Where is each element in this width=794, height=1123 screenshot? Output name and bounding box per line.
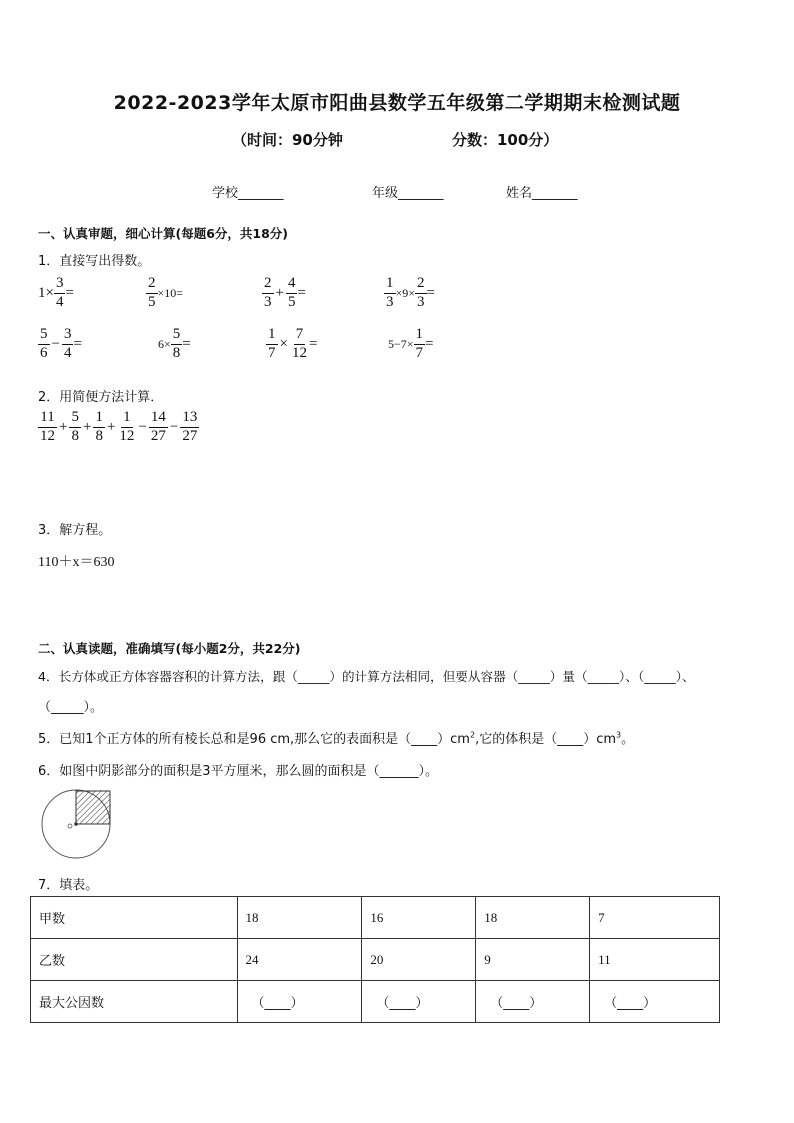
fraction: $\frac{4}{5}$: [287, 275, 296, 310]
q3-label: 3．解方程。: [38, 523, 112, 538]
fraction: $\frac{2}{5}$: [148, 275, 156, 310]
fraction: $\frac{5}{8}$: [172, 326, 181, 361]
q1-expr-2d: 5−7× $\frac{1}{7}$ =: [388, 326, 434, 361]
fraction: $\frac{2}{3}$: [264, 275, 272, 310]
section1-heading: 一、认真审题，细心计算(每题6分，共18分): [38, 226, 289, 241]
q1-expr-2a: $\frac{5}{6}$ − $\frac{3}{4}$ =: [40, 326, 82, 361]
q2-expression: $\frac{11}{12}$ + $\frac{5}{8}$ + $\frac{1}{8}$ + $\frac{1}{12}$ − $\frac{14}{27}$ − $\frac{13}{27}$: [40, 409, 198, 444]
q1-expr-1b: $\frac{2}{5}$ ×10=: [148, 275, 184, 310]
q5-text: 5．已知1个正方体的所有棱长总和是96 cm,那么它的表面积是$(\_\_\_\_)cm^2$,它的体积是$(\_\_\_\_)cm^3$。: [38, 730, 635, 747]
table-cell: 18: [237, 897, 362, 939]
row-label: 乙数: [31, 939, 238, 981]
fraction: $\frac{14}{27}$: [150, 409, 166, 444]
table-cell: 18: [476, 897, 590, 939]
circle-figure: [38, 786, 118, 862]
table-cell: 20: [362, 939, 476, 981]
table-cell: 11: [590, 939, 720, 981]
q1-expr-2c: $\frac{1}{7}$ × $\frac{7}{12}$ =: [268, 326, 318, 361]
fraction: $\frac{3}{4}$: [63, 326, 72, 361]
table-cell: 9: [476, 939, 590, 981]
table-row: [31, 939, 720, 981]
answer-blank[interactable]: （____）: [590, 981, 720, 1023]
fraction: $\frac{11}{12}$: [40, 409, 55, 444]
shaded-square: [76, 791, 110, 824]
q6-text: 6．如图中阴影部分的面积是3平方厘米，那么圆的面积是（______）。: [38, 764, 439, 779]
answer-blank[interactable]: （____）: [476, 981, 590, 1023]
fraction: $\frac{2}{3}$: [417, 275, 425, 310]
q1-expr-2b: 6× $\frac{5}{8}$ =: [158, 326, 191, 361]
grade-field[interactable]: 年级_______: [372, 186, 444, 201]
q2-label: 2．用简便方法计算．: [38, 390, 164, 405]
q4-line1: 4．长方体或正方体容器容积的计算方法，跟（_____）的计算方法相同，但要从容器（_____）量（_____）、（_____）、: [38, 669, 695, 684]
name-field[interactable]: 姓名_______: [506, 186, 578, 201]
fraction: $\frac{5}{6}$: [40, 326, 48, 361]
q1-expr-1d: $\frac{1}{3}$ ×9× $\frac{2}{3}$ =: [386, 275, 436, 310]
exam-time: （时间：90分钟: [232, 131, 343, 149]
fraction: $\frac{1}{7}$: [268, 326, 276, 361]
fraction: $\frac{1}{12}$: [119, 409, 135, 444]
q1-label: 1．直接写出得数。: [38, 254, 151, 269]
center-dot: [74, 822, 78, 826]
q1-expr-1c: $\frac{2}{3}$ + $\frac{4}{5}$ =: [264, 275, 306, 310]
answer-blank[interactable]: （____）: [237, 981, 362, 1023]
q7-label: 7．填表。: [38, 878, 99, 893]
q1-expr-1a: 1× $\frac{3}{4}$ =: [38, 275, 74, 310]
q3-equation: 110＋x＝630: [38, 555, 115, 570]
fraction: $\frac{1}{7}$: [415, 326, 424, 361]
section2-heading: 二、认真读题，准确填写(每小题2分，共22分): [38, 641, 301, 656]
table-row: [31, 981, 720, 1023]
page-title: 2022-2023学年太原市阳曲县数学五年级第二学期期末检测试题: [113, 92, 681, 114]
fraction: $\frac{1}{3}$: [386, 275, 394, 310]
fraction: $\frac{1}{8}$: [95, 409, 103, 444]
fraction: $\frac{3}{4}$: [55, 275, 64, 310]
answer-blank[interactable]: （____）: [362, 981, 476, 1023]
row-label: 最大公因数: [31, 981, 238, 1023]
school-field[interactable]: 学校_______: [212, 186, 284, 201]
table-cell: 16: [362, 897, 476, 939]
fraction: $\frac{5}{8}$: [71, 409, 79, 444]
fill-table: [30, 896, 720, 1023]
table-cell: 7: [590, 897, 720, 939]
table-cell: 24: [237, 939, 362, 981]
exam-score: 分数：100分）: [452, 131, 559, 149]
fraction: $\frac{13}{27}$: [182, 409, 198, 444]
row-label: 甲数: [31, 897, 238, 939]
q4-line2: （_____）。: [38, 700, 104, 715]
center-mark: [68, 824, 72, 828]
table-row: [31, 897, 720, 939]
fraction: $\frac{7}{12}$: [291, 326, 307, 361]
